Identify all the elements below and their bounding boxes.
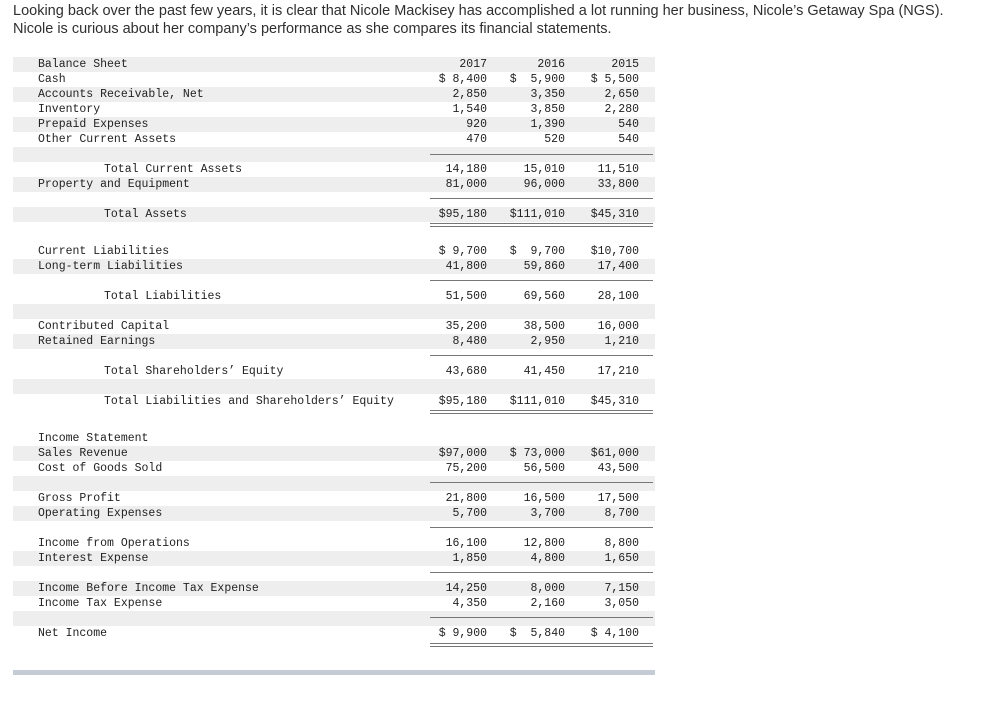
rule-line: [430, 527, 653, 528]
value-2016: 2,950: [530, 335, 565, 348]
value-2015: 540: [618, 118, 639, 131]
row-label: Long-term Liabilities: [38, 260, 183, 273]
rule-line: [430, 646, 653, 647]
value-2015: $10,700: [590, 245, 639, 258]
value-2015: 1,650: [604, 552, 639, 565]
value-2015: 3,050: [604, 597, 639, 610]
rule-line: [430, 198, 653, 199]
value-2015: 33,800: [597, 178, 639, 191]
table-row: [13, 132, 655, 147]
rule-line: [430, 280, 653, 281]
row-label: Total Liabilities: [104, 290, 222, 303]
income-statement-header-row: [13, 431, 655, 446]
value-2016: $ 5,840: [509, 627, 565, 640]
row-label: Cost of Goods Sold: [38, 462, 163, 475]
table-row: [13, 506, 655, 521]
rule-line: [430, 413, 653, 414]
rule-line: [430, 643, 653, 644]
value-2016: $ 9,700: [509, 245, 565, 258]
row-label: Cash: [38, 73, 66, 86]
row-label: Retained Earnings: [38, 335, 156, 348]
value-2015: $ 4,100: [590, 627, 639, 640]
value-2017: 81,000: [445, 178, 487, 191]
value-2017: 41,800: [445, 260, 487, 273]
value-2017: 470: [466, 133, 487, 146]
value-2015: 17,500: [597, 492, 639, 505]
row-label: Interest Expense: [38, 552, 149, 565]
value-2015: 17,210: [597, 365, 639, 378]
value-2016: 38,500: [523, 320, 565, 333]
spacer-row: [13, 476, 655, 491]
income-statement-title: Income Statement: [38, 432, 149, 445]
table-row: [13, 162, 655, 177]
value-2015: 540: [618, 133, 639, 146]
table-row: [13, 626, 655, 641]
value-2015: 1,210: [604, 335, 639, 348]
rule-line: [430, 226, 653, 227]
spacer-row: [13, 304, 655, 319]
rule-line: [430, 355, 653, 356]
value-2017: 35,200: [445, 320, 487, 333]
intro-paragraph: Looking back over the past few years, it is clear that Nicole Mackisey has accomplished a lot running her business, Nicole’s Getaway Spa (NGS). Nicole is curious about her company’s performance as she compares its financial statements.: [13, 3, 944, 37]
year-2017: 2017: [459, 58, 487, 71]
value-2015: 8,800: [604, 537, 639, 550]
row-label: Total Current Assets: [104, 163, 243, 176]
row-label: Income Before Income Tax Expense: [38, 582, 259, 595]
table-row: [13, 102, 655, 117]
value-2016: 8,000: [530, 582, 565, 595]
value-2015: 8,700: [604, 507, 639, 520]
value-2017: 1,540: [452, 103, 487, 116]
balance-sheet-header-row: [13, 57, 655, 72]
value-2016: 41,450: [523, 365, 565, 378]
row-label: Prepaid Expenses: [38, 118, 149, 131]
value-2015: 2,280: [604, 103, 639, 116]
row-label: Accounts Receivable, Net: [38, 88, 204, 101]
value-2017: 14,250: [445, 582, 487, 595]
value-2016: 59,860: [523, 260, 565, 273]
table-row: [13, 87, 655, 102]
rule-line: [430, 572, 653, 573]
row-label: Property and Equipment: [38, 178, 190, 191]
value-2015: 16,000: [597, 320, 639, 333]
value-2015: $ 5,500: [590, 73, 639, 86]
rule-line: [430, 617, 653, 618]
table-row: [13, 207, 655, 222]
value-2016: $111,010: [509, 208, 565, 221]
table-row: [13, 289, 655, 304]
table-row: [13, 334, 655, 349]
value-2017: 4,350: [452, 597, 487, 610]
value-2015: 7,150: [604, 582, 639, 595]
value-2017: 51,500: [445, 290, 487, 303]
spacer-row: [13, 379, 655, 394]
value-2017: $ 8,400: [438, 73, 487, 86]
table-row: [13, 581, 655, 596]
table-row: [13, 491, 655, 506]
value-2017: 75,200: [445, 462, 487, 475]
value-2017: $95,180: [438, 208, 487, 221]
table-row: [13, 72, 655, 87]
rule-line: [430, 223, 653, 224]
row-label: Inventory: [38, 103, 101, 116]
table-row: [13, 596, 655, 611]
value-2015: 11,510: [597, 163, 639, 176]
value-2016: $ 5,900: [509, 73, 565, 86]
value-2016: 3,350: [530, 88, 565, 101]
value-2017: 920: [466, 118, 487, 131]
row-label: Income Tax Expense: [38, 597, 163, 610]
table-row: [13, 259, 655, 274]
value-2017: 14,180: [445, 163, 487, 176]
value-2015: $45,310: [590, 208, 639, 221]
value-2016: 3,700: [530, 507, 565, 520]
rule-line: [430, 154, 653, 155]
value-2017: 8,480: [452, 335, 487, 348]
value-2017: $ 9,900: [438, 627, 487, 640]
table-row: [13, 446, 655, 461]
value-2016: 2,160: [530, 597, 565, 610]
row-label: Total Liabilities and Shareholders’ Equity: [104, 395, 394, 408]
value-2017: 2,850: [452, 88, 487, 101]
rule-line: [430, 482, 653, 483]
year-2015: 2015: [611, 58, 639, 71]
spacer-row: [13, 611, 655, 626]
row-label: Sales Revenue: [38, 447, 128, 460]
value-2016: 69,560: [523, 290, 565, 303]
value-2017: $95,180: [438, 395, 487, 408]
value-2017: $97,000: [438, 447, 487, 460]
row-label: Total Shareholders’ Equity: [104, 365, 284, 378]
value-2016: 16,500: [523, 492, 565, 505]
value-2016: 4,800: [530, 552, 565, 565]
row-label: Total Assets: [104, 208, 187, 221]
table-row: [13, 117, 655, 132]
value-2015: 43,500: [597, 462, 639, 475]
value-2016: 3,850: [530, 103, 565, 116]
value-2015: 28,100: [597, 290, 639, 303]
value-2015: $61,000: [590, 447, 639, 460]
value-2017: 5,700: [452, 507, 487, 520]
value-2017: 43,680: [445, 365, 487, 378]
balance-sheet-title: Balance Sheet: [38, 58, 128, 71]
value-2016: $ 73,000: [509, 447, 565, 460]
row-label: Current Liabilities: [38, 245, 170, 258]
value-2016: 1,390: [530, 118, 565, 131]
value-2016: 12,800: [523, 537, 565, 550]
table-row: [13, 394, 655, 409]
table-row: [13, 177, 655, 192]
value-2017: 1,850: [452, 552, 487, 565]
value-2015: 2,650: [604, 88, 639, 101]
year-2016: 2016: [537, 58, 565, 71]
row-label: Gross Profit: [38, 492, 121, 505]
value-2017: 21,800: [445, 492, 487, 505]
value-2016: 15,010: [523, 163, 565, 176]
row-label: Other Current Assets: [38, 133, 177, 146]
table-row: [13, 364, 655, 379]
row-label: Income from Operations: [38, 537, 190, 550]
value-2016: 520: [544, 133, 565, 146]
value-2017: 16,100: [445, 537, 487, 550]
table-row: [13, 244, 655, 259]
rule-line: [430, 410, 653, 411]
table-row: [13, 319, 655, 334]
value-2016: 56,500: [523, 462, 565, 475]
value-2015: 17,400: [597, 260, 639, 273]
row-label: Contributed Capital: [38, 320, 170, 333]
value-2017: $ 9,700: [438, 245, 487, 258]
row-label: Net Income: [38, 627, 108, 640]
table-row: [13, 461, 655, 476]
value-2016: 96,000: [523, 178, 565, 191]
bottom-divider: [13, 670, 655, 675]
row-label: Operating Expenses: [38, 507, 163, 520]
value-2016: $111,010: [509, 395, 565, 408]
table-row: [13, 536, 655, 551]
value-2015: $45,310: [590, 395, 639, 408]
table-row: [13, 551, 655, 566]
